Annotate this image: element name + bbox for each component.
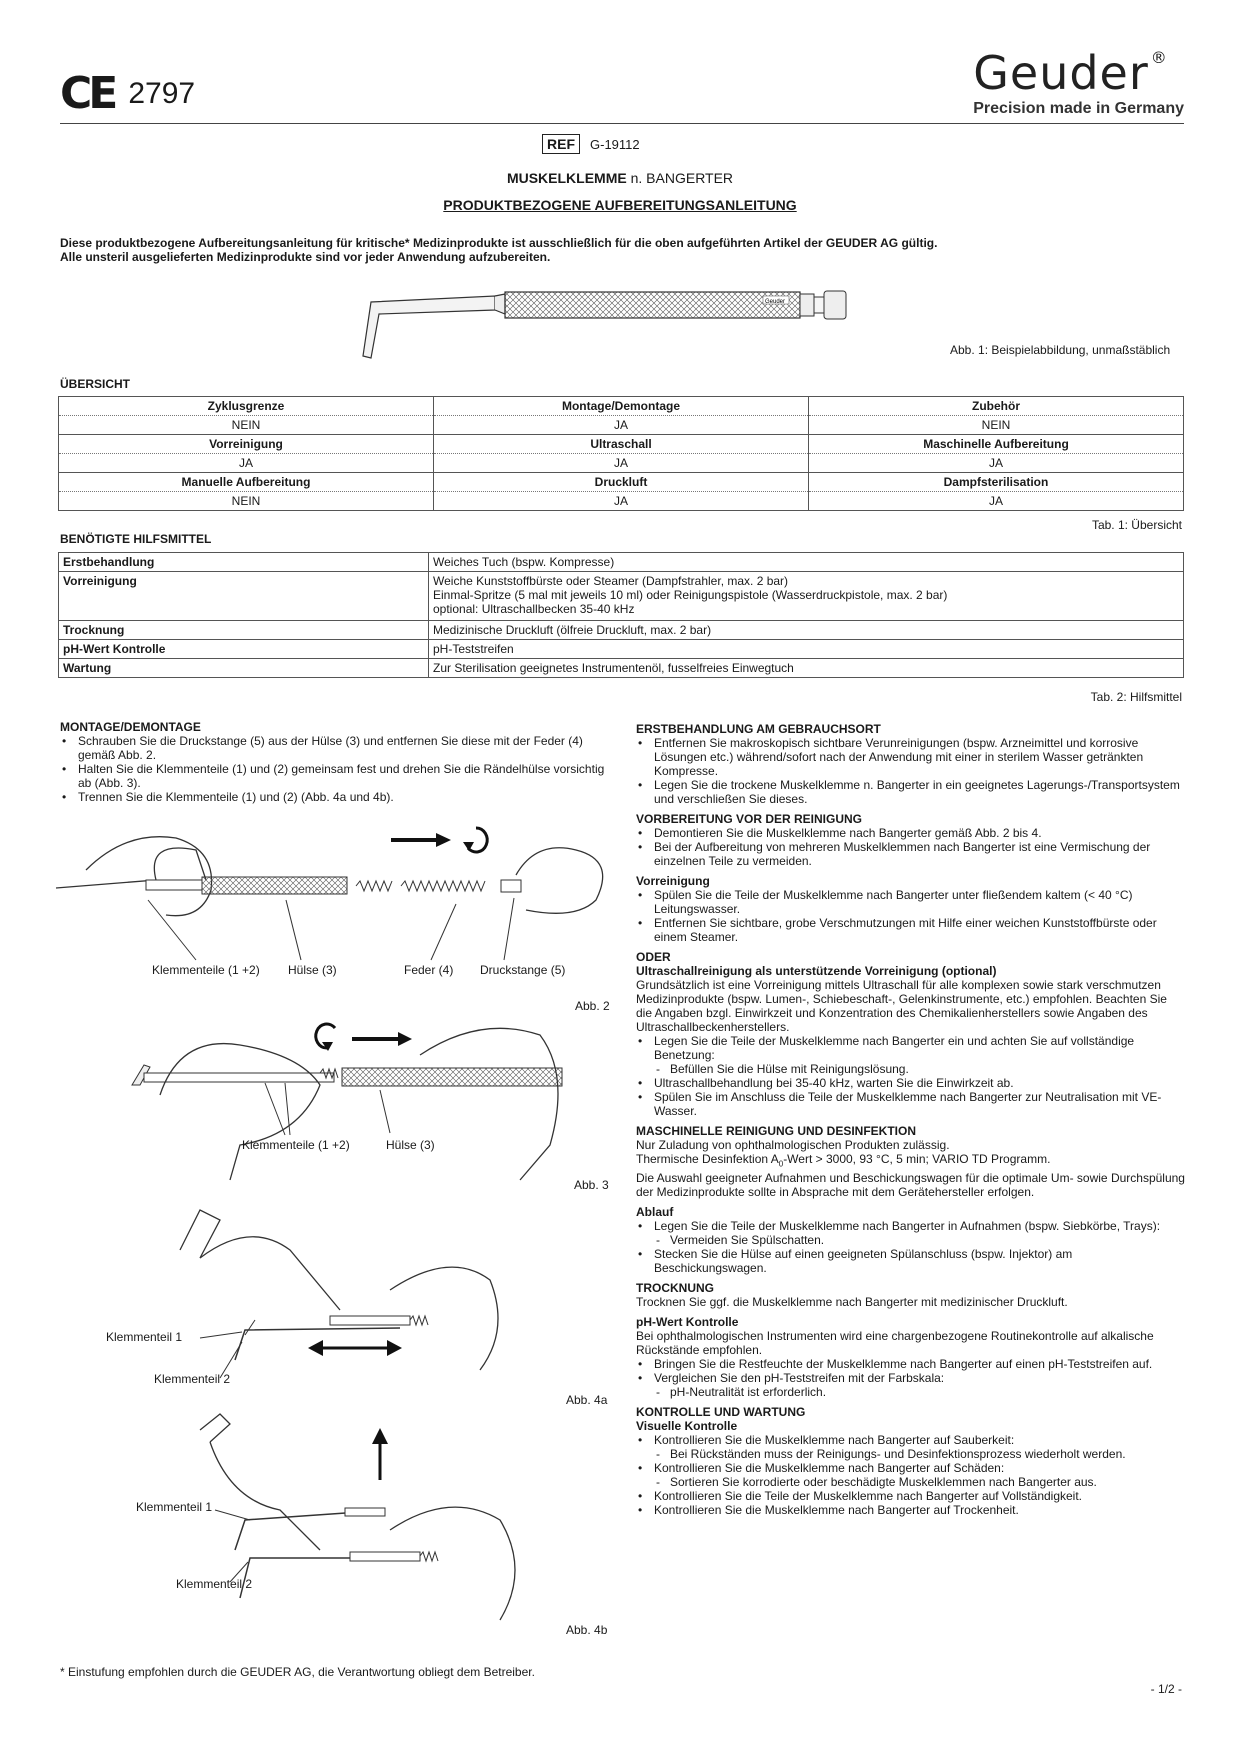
- sub-item: - Befüllen Sie die Hülse mit Reinigungslösung.: [636, 1062, 1186, 1076]
- instrument-illustration: [345, 288, 885, 360]
- visual-control-heading: Visuelle Kontrolle: [636, 1419, 738, 1434]
- fig2-label-klemmenteile: Klemmenteile (1 +2): [152, 963, 260, 977]
- geuder-logo: [973, 46, 1184, 118]
- reference-number: [542, 134, 640, 154]
- list-item: • Bringen Sie die Restfeuchte der Muskelklemme nach Bangerter auf einen pH-Teststreifen auf.: [654, 1357, 1186, 1371]
- document-title: PRODUKTBEZOGENE AUFBEREITUNGSANLEITUNG: [443, 197, 797, 213]
- sub-item: - Bei Rückständen muss der Reinigungs- und Desinfektionsprozess wiederholt werden.: [636, 1447, 1186, 1461]
- ref-value: G-19112: [590, 136, 640, 152]
- registered-mark: ®: [1150, 48, 1168, 67]
- ref-label: REF: [542, 134, 580, 154]
- list-item: • Halten Sie die Klemmenteile (1) und (2) gemeinsam fest und drehen Sie die Rändelhülse vorsichtig ab (Abb. 3).: [78, 762, 610, 790]
- list-item: • Entfernen Sie sichtbare, grobe Verschmutzungen mit Hilfe einer weichen Kunststoffbürste oder einem Steamer.: [654, 916, 1186, 944]
- header-divider: [60, 123, 1184, 124]
- machine-heading: MASCHINELLE REINIGUNG UND DESINFEKTION: [636, 1124, 917, 1138]
- assembly-section: [60, 720, 610, 804]
- list-item: • Demontieren Sie die Muskelklemme nach Bangerter gemäß Abb. 2 bis 4.: [654, 826, 1186, 840]
- first-treatment-heading: ERSTBEHANDLUNG AM GEBRAUCHSORT: [636, 722, 881, 736]
- intro-text: Diese produktbezogene Aufbereitungsanleitung für kritische* Medizinprodukte ist ausschließlich für die oben aufgeführten Artikel der GEUDER AG gültig. Alle unsteril ausgelieferten Medizinprodukte sind vor jeder Anwendung aufzubereiten.: [60, 236, 938, 264]
- list-item: • Stecken Sie die Hülse auf einen geeigneten Spülanschluss (bspw. Injektor) am Beschickungswagen.: [654, 1247, 1186, 1275]
- fig4a-caption: Abb. 4a: [566, 1393, 608, 1407]
- logo-tagline: Precision made in Germany: [973, 100, 1184, 117]
- figure2-illustration: [56, 820, 616, 970]
- list-item: • Ultraschallbehandlung bei 35-40 kHz, warten Sie die Einwirkzeit ab.: [654, 1076, 1186, 1090]
- overview-table: Zyklusgrenze Montage/Demontage Zubehör NEIN JA NEIN Vorreinigung Ultraschall Maschinelle Aufbereitung JA JA JA Manuelle Aufbereitung Druckluft Dampfsterilisation NEIN JA JA: [58, 396, 1184, 511]
- figure3-illustration: [120, 1015, 580, 1185]
- sub-item: - pH-Neutralität ist erforderlich.: [636, 1385, 1186, 1399]
- machine-line1: Nur Zuladung von ophthalmologischen Produkten zulässig.: [636, 1138, 950, 1152]
- machine-line3: Die Auswahl geeigneter Aufnahmen und Beschickungswagen für die optimale Um- sowie Durchspülung der Medizinprodukte sollte in Absprache mit dem Gerätehersteller erfolgen.: [636, 1171, 1185, 1200]
- ultrasonic-text: Grundsätzlich ist eine Vorreinigung mittels Ultraschall für alle komplexen sowie stark verschmutzen Medizinprodukte (bspw. Lumen-, Schiebeschaft-, Gelenkinstrumente, etc.) empfohlen. Beachten Sie die Angaben bzgl. Einwirkzeit und Konzentration des Chemikalienherstellers sowie Angaben des Ultraschallbeckenherstellers.: [636, 978, 1167, 1034]
- figure4b-illustration: [200, 1420, 560, 1620]
- logo-wordmark: Geuder: [973, 46, 1149, 100]
- ce-mark-block: [60, 68, 196, 119]
- fig2-label-feder: Feder (4): [404, 963, 454, 977]
- oder-heading: ODER: [636, 950, 671, 964]
- engraving-text: Geuder: [765, 299, 786, 305]
- overview-caption: Tab. 1: Übersicht: [1091, 518, 1182, 532]
- page-number: - 1/2 -: [1150, 1682, 1182, 1696]
- ph-heading: pH-Wert Kontrolle: [636, 1315, 739, 1330]
- list-item: • Vergleichen Sie den pH-Teststreifen mit der Farbskala:: [654, 1371, 1186, 1385]
- overview-heading: ÜBERSICHT: [60, 377, 131, 391]
- ultrasonic-heading: Ultraschallreinigung als unterstützende Vorreinigung (optional): [636, 964, 997, 978]
- assembly-heading: MONTAGE/DEMONTAGE: [60, 720, 201, 734]
- list-item: • Trennen Sie die Klemmenteile (1) und (2) (Abb. 4a und 4b).: [78, 790, 610, 804]
- fig4b-caption: Abb. 4b: [566, 1623, 608, 1637]
- preparation-heading: VORBEREITUNG VOR DER REINIGUNG: [636, 812, 863, 826]
- list-item: • Kontrollieren Sie die Teile der Muskelklemme nach Bangerter auf Vollständigkeit.: [654, 1489, 1186, 1503]
- control-heading: KONTROLLE UND WARTUNG: [636, 1405, 806, 1420]
- list-item: • Spülen Sie im Anschluss die Teile der Muskelklemme nach Bangerter zur Neutralisation mit VE-Wasser.: [654, 1090, 1186, 1118]
- drying-text: Trocknen Sie ggf. die Muskelklemme nach Bangerter mit medizinischer Druckluft.: [636, 1295, 1068, 1310]
- list-item: • Spülen Sie die Teile der Muskelklemme nach Bangerter unter fließendem kaltem (< 40 °C) Leitungswasser.: [654, 888, 1186, 916]
- list-item: • Legen Sie die trockene Muskelklemme n. Bangerter in ein geeignetes Lagerungs-/Transportsystem und verschließen Sie dieses.: [654, 778, 1186, 806]
- fig4a-label-klemmenteil-1: Klemmenteil 1: [106, 1330, 183, 1344]
- precleaning-heading: Vorreinigung: [636, 874, 710, 888]
- sub-item: - Vermeiden Sie Spülschatten.: [636, 1233, 1186, 1247]
- tools-caption: Tab. 2: Hilfsmittel: [1090, 690, 1182, 704]
- drying-heading: TROCKNUNG: [636, 1281, 714, 1296]
- fig4a-label-klemmenteil-2: Klemmenteil 2: [154, 1372, 231, 1386]
- fig4b-label-klemmenteil-1: Klemmenteil 1: [136, 1500, 213, 1514]
- sub-item: - Sortieren Sie korrodierte oder beschädigte Muskelklemmen nach Bangerter aus.: [636, 1475, 1186, 1489]
- fig2-label-druckstange: Druckstange (5): [480, 963, 566, 977]
- tools-heading: BENÖTIGTE HILFSMITTEL: [60, 532, 212, 546]
- list-item: • Legen Sie die Teile der Muskelklemme nach Bangerter in Aufnahmen (bspw. Siebkörbe, Trays):: [654, 1219, 1186, 1233]
- fig3-label-huelse: Hülse (3): [386, 1138, 435, 1152]
- list-item: • Entfernen Sie makroskopisch sichtbare Verunreinigungen (bspw. Arzneimittel und korrosive Lösungen etc.) während/sofort nach der Anwendung mit einer in sterilem Wasser getränkten Kompresse.: [654, 736, 1186, 778]
- tools-table: Erstbehandlung Weiches Tuch (bspw. Kompresse) Vorreinigung Weiche Kunststoffbürste oder Steamer (Dampfstrahler, max. 2 bar) Einmal-Spritze (5 mal mit jeweils 10 ml) oder Reinigungspistole (Wasserdruckpistole, max. 2 bar) optional: Ultraschallbecken 35-40 kHz Trocknung Medizinische Druckluft (ölfreie Druckluft, max. 2 bar) pH-Wert Kontrolle pH-Teststreifen Wartung Zur Sterilisation geeignetes Instrumentenöl, fusselfreies Einwegtuch: [58, 552, 1184, 678]
- footnote: * Einstufung empfohlen durch die GEUDER AG, die Verantwortung obliegt dem Betreiber.: [60, 1665, 535, 1679]
- ph-text: Bei ophthalmologischen Instrumenten wird eine chargenbezogene Routinekontrolle auf alkalische Rückstände empfohlen.: [636, 1329, 1154, 1358]
- list-item: • Kontrollieren Sie die Muskelklemme nach Bangerter auf Trockenheit.: [654, 1503, 1186, 1517]
- fig3-label-klemmenteile: Klemmenteile (1 +2): [242, 1138, 350, 1152]
- fig4b-label-klemmenteil-2: Klemmenteil 2: [176, 1577, 253, 1591]
- notified-body-number: 2797: [128, 77, 196, 110]
- list-item: • Kontrollieren Sie die Muskelklemme nach Bangerter auf Sauberkeit:: [654, 1433, 1186, 1447]
- fig3-caption: Abb. 3: [574, 1178, 609, 1192]
- reprocessing-instructions: [636, 722, 1186, 1517]
- product-title: MUSKELKLEMME n. BANGERTER: [506, 170, 734, 186]
- machine-line2: Thermische Desinfektion $A_0$-Wert > 3000, 93 °C, 5 min; VARIO TD Programm.: [636, 1152, 1051, 1169]
- list-item: • Kontrollieren Sie die Muskelklemme nach Bangerter auf Schäden:: [654, 1461, 1186, 1475]
- list-item: • Bei der Aufbereitung von mehreren Muskelklemmen nach Bangerter ist eine Vermischung der einzelnen Teile zu vermeiden.: [654, 840, 1186, 868]
- ce-mark-logo: CE: [60, 68, 115, 119]
- fig2-label-huelse: Hülse (3): [288, 963, 337, 977]
- fig2-caption: Abb. 2: [575, 999, 610, 1013]
- ablauf-heading: Ablauf: [636, 1205, 674, 1220]
- figure1-caption: Abb. 1: Beispielabbildung, unmaßstäblich: [950, 343, 1171, 357]
- list-item: • Legen Sie die Teile der Muskelklemme nach Bangerter ein und achten Sie auf vollständige Benetzung:: [654, 1034, 1186, 1062]
- list-item: • Schrauben Sie die Druckstange (5) aus der Hülse (3) und entfernen Sie diese mit der Feder (4) gemäß Abb. 2.: [78, 734, 610, 762]
